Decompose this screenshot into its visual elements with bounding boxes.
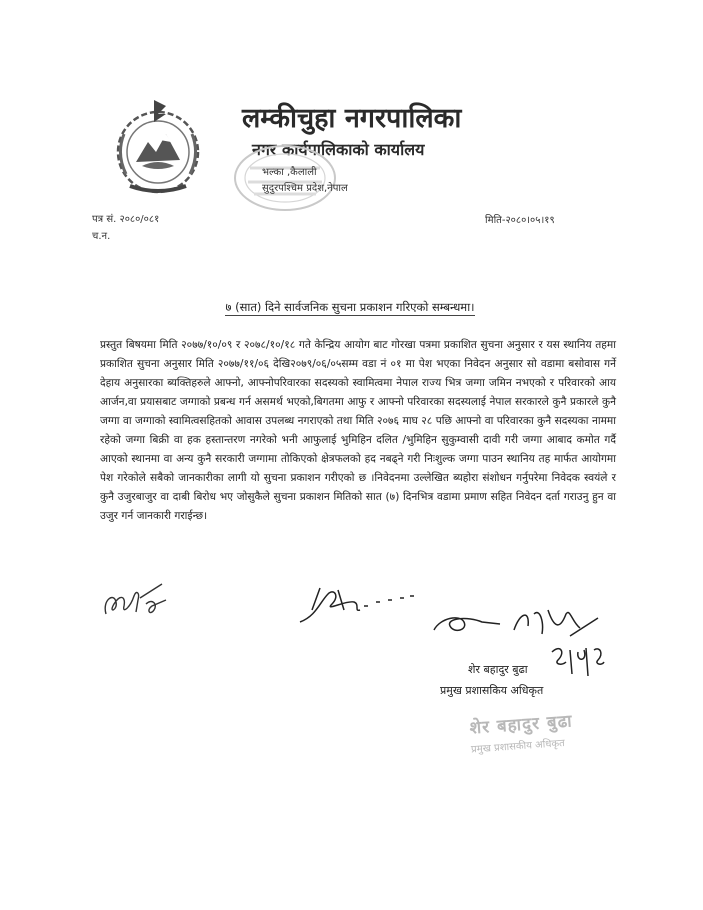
notice-body: प्रस्तुत बिषयमा मिति २०७७/१०/०९ र २०७८/१०/१८ गते केन्द्रिय आयोग बाट गोरखा पत्रमा प्रकाशित सुचना अनुसार र यस स्थानिय तहमा प्रकाशित सुचना अनुसार मिति २०७७/११/०६ देखि२०७९/०६/०५सम्म वडा नं ०१ मा पेश भएका निवेदन अनुसार सो वडामा बसोवास गर्ने देहाय अनुसारका ब्यक्तिहरुले आफ्नो, आफ्नोपरिवारका सदस्यको स्वामित्वमा नेपाल राज्य भित्र जग्गा जमिन नभएको र परिवारको आय आर्जन,वा प्रयासबाट जग्गाको प्रबन्ध गर्न असमर्थ भएको,बिगतमा आफु र आफ्नो परिवारका सदस्यलाई नेपाल सरकारले कुनै प्रकारले कुनै जग्गा वा जग्गाको स्वामित्वसहितको आवास उपलब्ध नगराएको तथा मिति २०७६ माघ २८ पछि आफ्नो वा परिवारका कुनै सदस्यका नाममा रहेको जग्गा बिक्री वा हक हस्तान्तरण नगरेको भनी आफुलाई भुमिहिन दलित /भुमिहिन सुकुम्वासी दावी गरी जग्गा आबाद कमोत गर्दै आएको स्थानमा वा अन्य कुनै सरकारी जग्गामा तोकिएको क्षेत्रफलको हद नबढ्ने गरी निःशुल्क जग्गा पाउन स्थानिय तह मार्फत आयोगमा पेश गरेकोले सबैको जानकारीका लागी यो सुचना प्रकाशन गरीएको छ ।निवेदनमा उल्लेखित ब्यहोरा संशोधन गर्नुपरेमा निवेदक स्वयंले र कुनै उजुरबाजुर वा दाबी बिरोध भए जोसुकैले सुचना प्रकाशन मितिको सात (७) दिनभित्र वडामा प्रमाण सहित निवेदन दर्ता गराउनु हुन वा उजुर गर्न जानकारी गराईन्छ।	[100, 339, 616, 522]
handwritten-signature-left	[100, 578, 170, 622]
subject-text: ७ (सात) दिने सार्वजनिक सुचना प्रकाशन गरिएको सम्बन्धमा।	[225, 300, 475, 314]
seal-title: प्रमुख प्रशासकीय अधिकृत	[470, 738, 566, 756]
dispatch-number: च.न.	[92, 231, 111, 242]
handwritten-signature-middle	[298, 580, 418, 626]
org-name: लम्कीचुहा नगरपालिका	[242, 103, 462, 134]
address-district: भल्का ,कैलाली	[262, 167, 317, 178]
subject-line	[100, 300, 600, 315]
reference-number: पत्र सं. २०८०/०८१	[92, 214, 160, 225]
handwritten-signature-right	[430, 600, 600, 648]
signer-name: शेर बहादुर बुढा	[468, 663, 528, 676]
signer-title: प्रमुख प्रशासकिय अधिकृत	[440, 684, 544, 697]
letter-date: मिति-२०८०।०५।१९	[485, 215, 555, 226]
nepal-government-emblem-icon	[108, 98, 208, 198]
name-seal	[469, 708, 575, 755]
handwritten-number	[548, 642, 608, 682]
office-name: नगर कार्यपालिकाको कार्यालय	[252, 140, 425, 159]
office-stamp-icon	[232, 142, 338, 214]
seal-name: शेर बहादुर बुढा	[468, 711, 574, 739]
address-province: सुदुरपश्चिम प्रदेश,नेपाल	[262, 183, 348, 194]
